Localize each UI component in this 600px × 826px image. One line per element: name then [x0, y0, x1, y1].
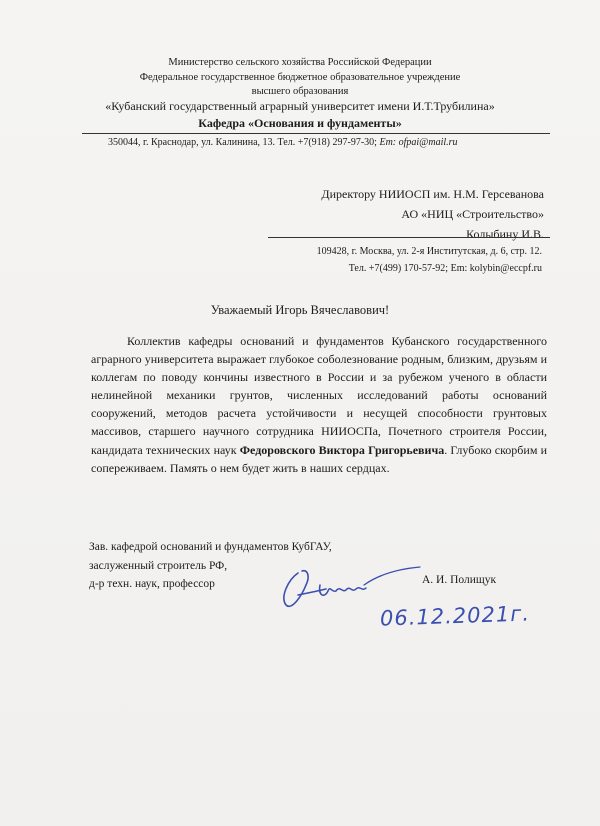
signatory-line-1: Зав. кафедрой оснований и фундаментов КубГАУ, [89, 541, 332, 553]
recipient-line-3: Колыбину И.В. [466, 227, 544, 241]
recipient-line-1: Директору НИИОСП им. Н.М. Герсеванова [321, 187, 544, 201]
paragraph-text-before: Коллектив кафедры оснований и фундаментов Кубанского государственного аграрного университета выражает глубокое соболезнование родным, близким, друзьям и коллегам по поводу кончины известного в России и за рубежом ученого в области нелинейной механики грунтов, численных исследований работы оснований сооружений, методов расчета устойчивости и несущей способности грунтовых массивов, старшего научного сотрудника НИИОСПа, Почетного строителя России, кандидата технических наук [91, 334, 547, 457]
education-level-line: высшего образования [251, 86, 349, 97]
recipient-address-block [317, 243, 542, 277]
sender-address [108, 137, 458, 148]
ministry-line: Министерство сельского хозяйства Российской Федерации [168, 57, 432, 68]
signatory-line-3: д-р техн. наук, профессор [89, 578, 215, 590]
sender-email: Em: ofpai@mail.ru [379, 137, 458, 148]
deceased-name: Федоровского Виктора Григорьевича [239, 442, 445, 457]
university-name: «Кубанский государственный аграрный университет имени И.Т.Трубилина» [105, 99, 495, 113]
department-name: Кафедра «Основания и фундаменты» [198, 116, 402, 130]
recipient-address-line-2: Тел. +7(499) 170-57-92; Em: kolybin@eccpf.ru [348, 263, 542, 274]
letterhead-divider [82, 133, 550, 134]
handwritten-date: 06.12.2021г. [379, 601, 531, 631]
greeting: Уважаемый Игорь Вячеславович! [210, 303, 390, 317]
signatory-line-2: заслуженный строитель РФ, [89, 559, 228, 572]
sender-address-text: 350044, г. Краснодар, ул. Калинина, 13. Тел. +7(918) 297-97-30; [108, 137, 377, 148]
recipient-address-line-1: 109428, г. Москва, ул. 2-я Институтская, д. 6, стр. 12. [316, 246, 542, 257]
recipient-line-2: АО «НИЦ «Строительство» [401, 207, 544, 221]
recipient-block [321, 184, 544, 244]
signatory-name: А. И. Полищук [422, 574, 497, 586]
recipient-divider [268, 237, 550, 238]
condolence-paragraph [91, 332, 547, 477]
institution-type-line: Федеральное государственное бюджетное образовательное учреждение [139, 72, 461, 83]
paragraph-text-after: . Глубоко скорбим и сопереживаем. Память о нем будет жить в наших сердцах. [91, 442, 547, 475]
